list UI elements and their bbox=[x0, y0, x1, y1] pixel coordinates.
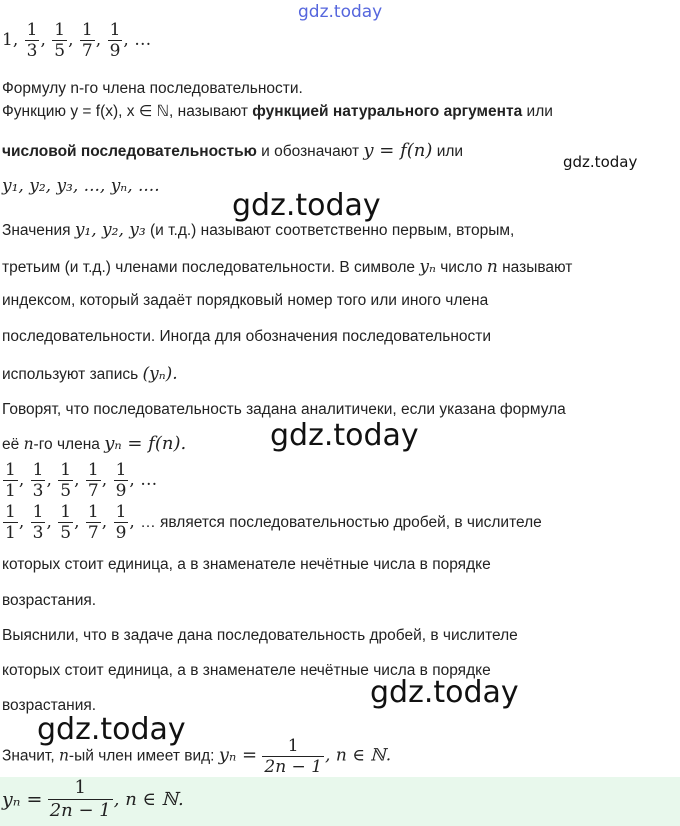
frac-denominator: 1 bbox=[5, 481, 16, 501]
comma: , bbox=[18, 470, 25, 490]
text-found-3: возрастания. bbox=[2, 697, 97, 714]
analytic-her: её bbox=[2, 436, 20, 453]
text-ascending: возрастания. bbox=[2, 592, 97, 609]
frac-numerator: 1 bbox=[115, 460, 127, 480]
fraction-1-5 bbox=[58, 502, 73, 543]
frac-denominator: 9 bbox=[115, 523, 127, 543]
comma: , bbox=[95, 30, 102, 50]
frac-denominator: 3 bbox=[32, 481, 44, 501]
frac-numerator: 1 bbox=[81, 20, 93, 40]
fraction-1-3 bbox=[31, 460, 46, 501]
watermark-4: gdz.today bbox=[370, 675, 519, 710]
comma: , bbox=[123, 30, 129, 50]
text-found: Выяснили, что в задаче дана последовательность дробей, в числителе bbox=[2, 627, 518, 644]
members-mid: число bbox=[440, 259, 483, 276]
text-line-sequence-def bbox=[2, 140, 463, 161]
comma: , bbox=[68, 30, 74, 50]
answer-lhs: yₙ = bbox=[2, 788, 43, 811]
comma: , bbox=[40, 30, 46, 50]
fraction-1-1 bbox=[3, 460, 18, 501]
result-start: Значит, bbox=[2, 747, 55, 765]
frac-numerator: 1 bbox=[109, 20, 121, 40]
text-index: индексом, который задаёт порядковый номер того или иного члена bbox=[2, 292, 489, 309]
values-start: Значения bbox=[2, 222, 71, 239]
frac-denominator: 9 bbox=[115, 481, 127, 501]
result-n: n bbox=[58, 746, 69, 765]
comma: , bbox=[18, 512, 25, 532]
term-numeric-sequence: числовой последовательностью bbox=[2, 143, 257, 160]
seq-first-term: 1, bbox=[2, 30, 19, 50]
fraction-1-7 bbox=[86, 502, 101, 543]
frac-denominator: 9 bbox=[109, 41, 121, 61]
term-natural-argument: функцией натурального аргумента bbox=[252, 103, 523, 120]
analytic-n: n bbox=[23, 435, 34, 453]
top-watermark: gdz.today bbox=[298, 2, 383, 22]
result-denominator: 2n − 1 bbox=[264, 757, 323, 777]
fraction-1-9 bbox=[114, 502, 129, 543]
frac-denominator: 7 bbox=[87, 481, 99, 501]
fraction-1-7 bbox=[80, 20, 95, 61]
formula-yn: yₙ bbox=[419, 257, 436, 277]
watermark-3: gdz.today bbox=[270, 418, 419, 453]
frac-denominator: 5 bbox=[60, 481, 72, 501]
members-start: третьим (и т.д.) членами последовательности. В символе bbox=[2, 259, 416, 276]
formula-y123: y₁, y₂, y₃ bbox=[74, 220, 146, 240]
result-lhs: yₙ = bbox=[218, 744, 258, 766]
comma: , bbox=[74, 512, 80, 532]
frac-numerator: 1 bbox=[5, 460, 16, 480]
denote-text: и обозначают bbox=[261, 143, 360, 160]
fraction-1-3 bbox=[25, 20, 40, 61]
result-fraction bbox=[262, 736, 324, 777]
members-end: называют bbox=[502, 259, 573, 276]
comma: , bbox=[129, 470, 135, 490]
result-numerator: 1 bbox=[262, 736, 324, 757]
frac-numerator: 1 bbox=[60, 502, 72, 522]
formula-y-list: y₁, y₂, y₃, ..., yₙ, .... bbox=[2, 176, 160, 196]
text-line-function bbox=[2, 102, 553, 121]
frac-numerator: 1 bbox=[54, 20, 66, 40]
formula-n: n bbox=[486, 257, 498, 277]
text-odd-numbers: которых стоит единица, а в знаменателе нечётные числа в порядке bbox=[2, 556, 491, 573]
frac-numerator: 1 bbox=[5, 502, 16, 522]
text-result bbox=[2, 736, 391, 777]
fraction-1-9 bbox=[108, 20, 123, 61]
answer-denominator: 2n − 1 bbox=[49, 800, 111, 821]
text-values bbox=[2, 220, 514, 240]
formula-yn-paren: (yₙ). bbox=[142, 364, 178, 384]
values-end: (и т.д.) называют соответственно первым, вторым, bbox=[150, 222, 515, 239]
watermark-5: gdz.today bbox=[37, 712, 186, 747]
fraction-1-7 bbox=[86, 460, 101, 501]
text-found-2: которых стоит единица, а в знаменателе нечётные числа в порядке bbox=[2, 662, 491, 679]
fraction-1-5 bbox=[58, 460, 73, 501]
answer-box bbox=[0, 777, 680, 826]
frac-denominator: 1 bbox=[5, 523, 16, 543]
frac-denominator: 3 bbox=[32, 523, 44, 543]
function-intro: Функцию y = f(x), x ∈ ℕ, называют bbox=[2, 103, 248, 120]
text-members bbox=[2, 257, 572, 277]
watermark-2: gdz.today bbox=[232, 188, 381, 223]
text-notation: последовательности. Иногда для обозначения последовательности bbox=[2, 328, 492, 345]
answer-numerator: 1 bbox=[48, 777, 113, 800]
fraction-1-5 bbox=[52, 20, 67, 61]
answer-fraction bbox=[48, 777, 113, 822]
result-tail: , n ∈ ℕ. bbox=[325, 745, 392, 766]
answer-tail: , n ∈ ℕ. bbox=[113, 789, 184, 810]
seq-ellipsis: … bbox=[140, 470, 158, 490]
frac-denominator: 5 bbox=[54, 41, 66, 61]
frac-numerator: 1 bbox=[26, 20, 38, 40]
notation-start: используют запись bbox=[2, 366, 139, 383]
denote-or: или bbox=[436, 143, 464, 160]
frac-numerator: 1 bbox=[87, 460, 99, 480]
text-analytic-2 bbox=[2, 433, 186, 454]
analytic-mid: -го члена bbox=[33, 436, 100, 453]
frac-denominator: 7 bbox=[81, 41, 93, 61]
frac-numerator: 1 bbox=[115, 502, 127, 522]
comma: , bbox=[101, 470, 108, 490]
text-line-formula: Формулу n-го члена последовательности. bbox=[2, 80, 303, 97]
comma: , bbox=[101, 512, 108, 532]
answer-formula bbox=[2, 777, 184, 822]
frac-numerator: 1 bbox=[32, 502, 44, 522]
fraction-1-9 bbox=[114, 460, 129, 501]
comma: , bbox=[129, 512, 135, 532]
frac-numerator: 1 bbox=[60, 460, 72, 480]
text-analytic: Говорят, что последовательность задана аналитичеки, если указана формула bbox=[2, 401, 566, 418]
watermark-1: gdz.today bbox=[563, 153, 638, 171]
sequence-description: … является последовательностью дробей, в числителе bbox=[140, 514, 542, 531]
text-notation-2 bbox=[2, 364, 178, 384]
fraction-1-3 bbox=[31, 502, 46, 543]
formula-yn-fn: yₙ = f(n). bbox=[104, 433, 187, 454]
frac-numerator: 1 bbox=[32, 460, 44, 480]
frac-denominator: 5 bbox=[60, 523, 72, 543]
frac-denominator: 7 bbox=[87, 523, 99, 543]
sequence-third bbox=[2, 502, 542, 543]
seq-ellipsis: … bbox=[134, 30, 152, 50]
frac-denominator: 3 bbox=[26, 41, 38, 61]
fraction-1-1 bbox=[3, 502, 18, 543]
frac-numerator: 1 bbox=[87, 502, 99, 522]
formula-y-fn: y = f(n) bbox=[363, 140, 433, 161]
sequence-second bbox=[2, 460, 157, 501]
function-or: или bbox=[526, 103, 553, 120]
sequence-first bbox=[2, 20, 151, 61]
result-mid: -ый член имеет вид: bbox=[68, 747, 215, 765]
comma: , bbox=[46, 512, 52, 532]
comma: , bbox=[74, 470, 80, 490]
comma: , bbox=[46, 470, 52, 490]
